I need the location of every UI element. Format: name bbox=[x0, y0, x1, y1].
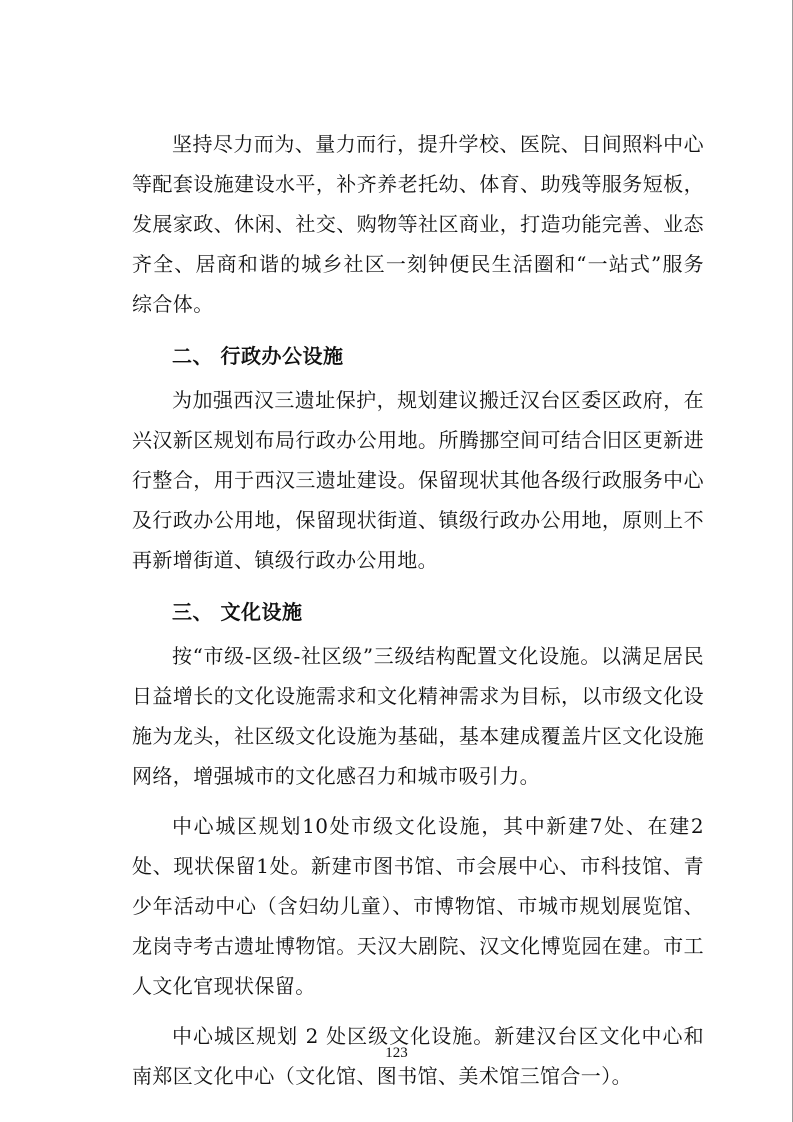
heading-cultural-facilities: 三、 文化设施 bbox=[172, 600, 303, 624]
document-body bbox=[132, 124, 704, 1096]
paragraph-city-level-cultural: 中心城区规划10处市级文化设施，其中新建7处、在建2处、现状保留1处。新建市图书馆、市会展中心、市科技馆、青少年活动中心（含妇幼儿童）、市博物馆、市城市规划展览馆、龙岗寺考古遗址博物馆。天汉大剧院、汉文化博览园在建。市工人文化官现状保留。 bbox=[132, 814, 704, 998]
paragraph-district-level-cultural: 中心城区规划 2 处区级文化设施。新建汉台区文化中心和南郑区文化中心（文化馆、图书馆、美术馆三馆合一）。 bbox=[132, 1024, 704, 1088]
paragraph-cultural-structure: 按“市级-区级-社区级”三级结构配置文化设施。以满足居民日益增长的文化设施需求和文化精神需求为目标，以市级文化设施为龙头，社区级文化设施为基础，基本建成覆盖片区文化设施网络，增强城市的文化感召力和城市吸引力。 bbox=[132, 644, 704, 788]
paragraph-community-facilities: 坚持尽力而为、量力而行，提升学校、医院、日间照料中心等配套设施建设水平，补齐养老托幼、体育、助残等服务短板，发展家政、休闲、社交、购物等社区商业，打造功能完善、业态齐全、居商和谐的城乡社区一刻钟便民生活圈和“一站式”服务综合体。 bbox=[132, 132, 704, 316]
page-number: 123 bbox=[385, 1045, 408, 1061]
heading-administrative-facilities: 二、 行政办公设施 bbox=[172, 344, 344, 368]
paragraph-administrative-facilities: 为加强西汉三遗址保护，规划建议搬迁汉台区委区政府，在兴汉新区规划布局行政办公用地。所腾挪空间可结合旧区更新进行整合，用于西汉三遗址建设。保留现状其他各级行政服务中心及行政办公用地，保留现状街道、镇级行政办公用地，原则上不再新增街道、镇级行政办公用地。 bbox=[132, 388, 704, 572]
